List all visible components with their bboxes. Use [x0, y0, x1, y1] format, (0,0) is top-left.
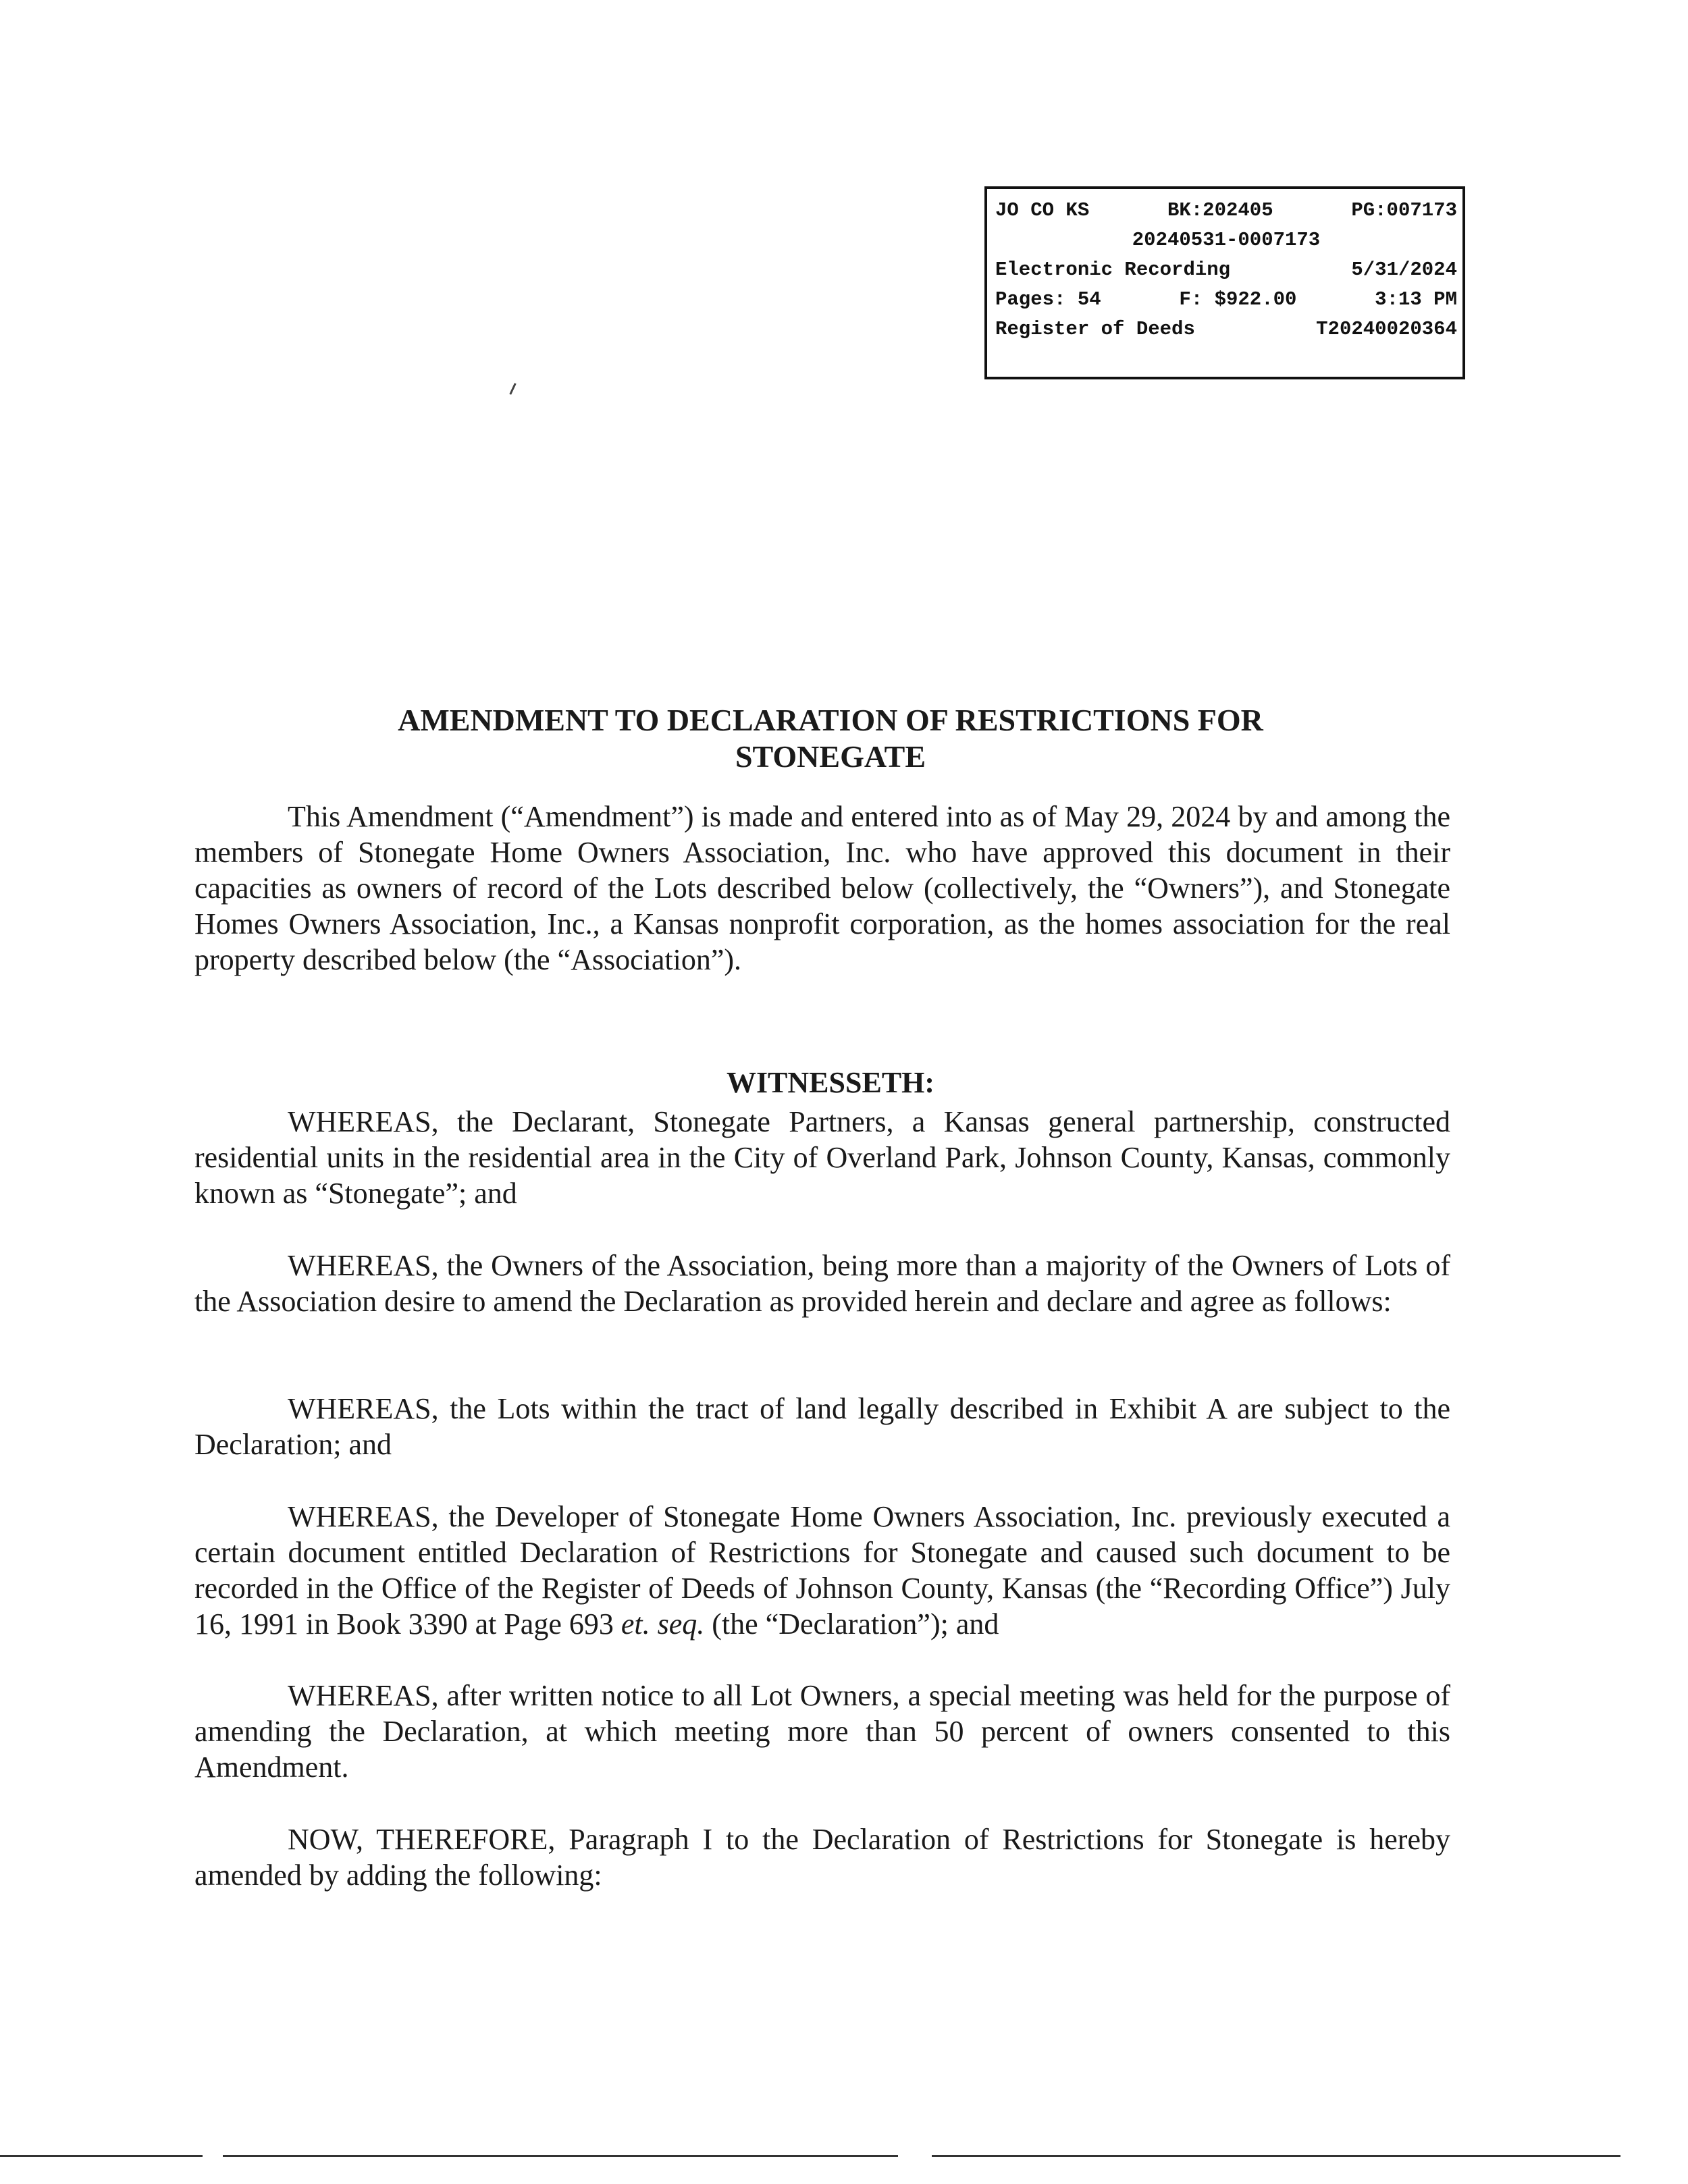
stamp-row-1: [995, 196, 1457, 225]
stamp-row-5: [995, 315, 1457, 344]
footer-rule-2: [223, 2155, 898, 2157]
whereas-paragraph-1: WHEREAS, the Declarant, Stonegate Partners, a Kansas general partnership, constructed residential units in the residential area in the City of Overland Park, Johnson County, Kansas, commonly known as “Stonegate”; and: [194, 1105, 1450, 1210]
stamp-page: PG:007173: [1351, 199, 1457, 221]
footer-rule-3: [932, 2155, 1620, 2157]
stamp-office: Register of Deeds: [995, 318, 1195, 340]
stamp-recording-type: Electronic Recording: [995, 259, 1231, 281]
stamp-county: JO CO KS: [995, 199, 1090, 221]
title-line-2: STONEGATE: [735, 739, 926, 774]
whereas-paragraph-2: WHEREAS, the Owners of the Association, being more than a majority of the Owners of Lots of the Association desire to amend the Declaration as provided herein and declare and agree as follows:: [194, 1249, 1450, 1318]
stamp-row-2: [995, 225, 1457, 255]
whereas-paragraph-4: [194, 1499, 1450, 1642]
witnesseth-heading: WITNESSETH:: [726, 1066, 935, 1099]
stamp-fee: F: $922.00: [1179, 288, 1297, 311]
whereas-4-italic: et. seq.: [621, 1607, 705, 1641]
stamp-pages: Pages: 54: [995, 288, 1101, 311]
stamp-row-3: [995, 255, 1457, 285]
recording-stamp: [984, 186, 1465, 379]
stamp-date: 5/31/2024: [1351, 259, 1457, 281]
stamp-time: 3:13 PM: [1375, 288, 1457, 311]
intro-paragraph: This Amendment (“Amendment”) is made and entered into as of May 29, 2024 by and among the members of Stonegate Home Owners Association, Inc. who have approved this document in their capacities as owners of record of the Lots described below (collectively, the “Owners”), and Stonegate Homes Owners Association, Inc., a Kansas nonprofit corporation, as the homes association for the real property described below (the “Association”).: [194, 800, 1450, 976]
stamp-row-4: [995, 285, 1457, 315]
stamp-book: BK:202405: [1167, 199, 1273, 221]
stamp-transaction: T20240020364: [1316, 318, 1457, 340]
whereas-paragraph-5: WHEREAS, after written notice to all Lot Owners, a special meeting was held for the purpose of amending the Declaration, at which meeting more than 50 percent of owners consented to this Amendment.: [194, 1679, 1450, 1784]
now-therefore-paragraph: NOW, THEREFORE, Paragraph I to the Declaration of Restrictions for Stonegate is hereby amended by adding the following:: [194, 1823, 1450, 1892]
title-line-1: AMENDMENT TO DECLARATION OF RESTRICTIONS FOR: [398, 703, 1263, 737]
whereas-paragraph-3: WHEREAS, the Lots within the tract of land legally described in Exhibit A are subject to the Declaration; and: [194, 1392, 1450, 1461]
stamp-doc-number: 20240531-0007173: [1132, 229, 1321, 251]
footer-rule-1: [0, 2155, 203, 2157]
stray-pen-mark: [509, 383, 516, 395]
whereas-4-text-before: WHEREAS, the Developer of Stonegate Home Owners Association, Inc. previously executed a certain document entitled Declaration of Restrictions for Stonegate and caused such document to be recorded in the Office of the Register of Deeds of Johnson County, Kansas (the “Recording Office”) July 16, 1991 in Book 3390 at Page 693: [194, 1500, 1450, 1641]
whereas-4-text-after: (the “Declaration”); and: [704, 1607, 999, 1641]
document-title: [203, 702, 1458, 775]
